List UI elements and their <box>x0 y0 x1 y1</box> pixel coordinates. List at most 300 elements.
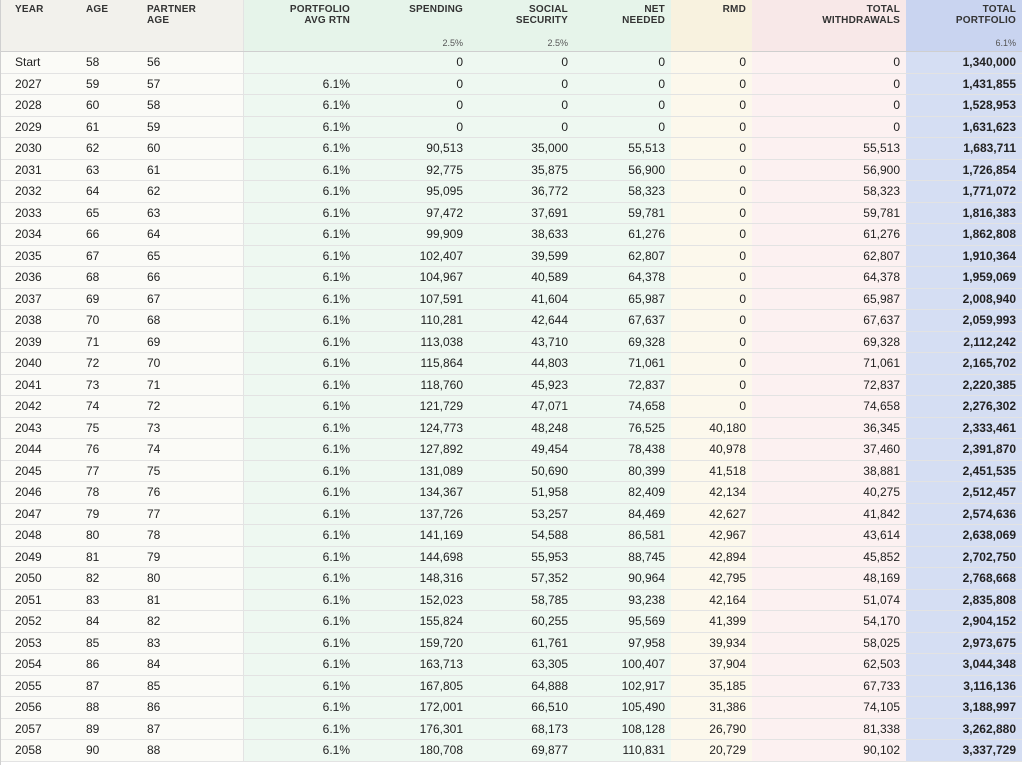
table-row <box>1 439 1022 461</box>
table-row <box>1 611 1022 633</box>
cell-rmd: 40,180 <box>671 417 752 439</box>
cell-year: 2051 <box>1 589 80 611</box>
cell-total-withdrawals: 0 <box>752 52 906 74</box>
cell-avg-rtn: 6.1% <box>243 460 356 482</box>
cell-rmd: 0 <box>671 288 752 310</box>
cell-year: 2034 <box>1 224 80 246</box>
table-row <box>1 331 1022 353</box>
column-header-label: AGE <box>147 15 170 26</box>
column-rate-age <box>80 34 141 52</box>
cell-age: 84 <box>80 611 141 633</box>
cell-total-withdrawals: 48,169 <box>752 568 906 590</box>
table-row <box>1 482 1022 504</box>
cell-social-security: 42,644 <box>469 310 574 332</box>
cell-net-needed: 95,569 <box>574 611 671 633</box>
cell-total-withdrawals: 51,074 <box>752 589 906 611</box>
cell-partner-age: 72 <box>141 396 243 418</box>
cell-total-portfolio: 1,862,808 <box>906 224 1022 246</box>
cell-total-portfolio: 3,337,729 <box>906 740 1022 762</box>
column-rate-avg-rtn <box>243 34 356 52</box>
cell-avg-rtn: 6.1% <box>243 396 356 418</box>
cell-total-withdrawals: 67,733 <box>752 675 906 697</box>
cell-net-needed: 67,637 <box>574 310 671 332</box>
cell-year: 2050 <box>1 568 80 590</box>
cell-total-portfolio: 1,726,854 <box>906 159 1022 181</box>
table-row <box>1 288 1022 310</box>
cell-spending: 167,805 <box>356 675 469 697</box>
column-header-rmd <box>671 0 752 34</box>
cell-avg-rtn: 6.1% <box>243 95 356 117</box>
column-rate-total-withdrawals <box>752 34 906 52</box>
table-row <box>1 159 1022 181</box>
cell-avg-rtn: 6.1% <box>243 267 356 289</box>
column-rate-spending: 2.5% <box>356 34 469 52</box>
cell-spending: 107,591 <box>356 288 469 310</box>
cell-year: 2029 <box>1 116 80 138</box>
cell-total-withdrawals: 65,987 <box>752 288 906 310</box>
cell-total-portfolio: 1,683,711 <box>906 138 1022 160</box>
cell-age: 67 <box>80 245 141 267</box>
cell-rmd: 0 <box>671 95 752 117</box>
cell-partner-age: 88 <box>141 740 243 762</box>
table-row <box>1 697 1022 719</box>
cell-net-needed: 102,917 <box>574 675 671 697</box>
cell-spending: 0 <box>356 95 469 117</box>
cell-avg-rtn: 6.1% <box>243 417 356 439</box>
cell-rmd: 31,386 <box>671 697 752 719</box>
cell-social-security: 35,000 <box>469 138 574 160</box>
column-header-label: SECURITY <box>515 15 568 26</box>
cell-rmd: 0 <box>671 245 752 267</box>
cell-age: 78 <box>80 482 141 504</box>
cell-partner-age: 78 <box>141 525 243 547</box>
cell-year: 2041 <box>1 374 80 396</box>
cell-spending: 148,316 <box>356 568 469 590</box>
column-header-label: RMD <box>722 4 746 15</box>
cell-avg-rtn: 6.1% <box>243 224 356 246</box>
cell-spending: 141,169 <box>356 525 469 547</box>
table-row <box>1 525 1022 547</box>
column-header-avg-rtn <box>243 0 356 34</box>
cell-age: 74 <box>80 396 141 418</box>
cell-net-needed: 64,378 <box>574 267 671 289</box>
cell-total-portfolio: 2,638,069 <box>906 525 1022 547</box>
table-body <box>1 52 1022 762</box>
cell-year: 2058 <box>1 740 80 762</box>
table-row <box>1 374 1022 396</box>
cell-net-needed: 69,328 <box>574 331 671 353</box>
cell-age: 59 <box>80 73 141 95</box>
cell-spending: 113,038 <box>356 331 469 353</box>
cell-partner-age: 87 <box>141 718 243 740</box>
cell-partner-age: 75 <box>141 460 243 482</box>
cell-rmd: 40,978 <box>671 439 752 461</box>
cell-age: 80 <box>80 525 141 547</box>
cell-rmd: 41,518 <box>671 460 752 482</box>
column-header-age <box>80 0 141 34</box>
cell-social-security: 43,710 <box>469 331 574 353</box>
cell-spending: 121,729 <box>356 396 469 418</box>
cell-partner-age: 67 <box>141 288 243 310</box>
cell-social-security: 39,599 <box>469 245 574 267</box>
cell-partner-age: 83 <box>141 632 243 654</box>
cell-partner-age: 76 <box>141 482 243 504</box>
cell-net-needed: 62,807 <box>574 245 671 267</box>
cell-total-portfolio: 3,188,997 <box>906 697 1022 719</box>
cell-total-portfolio: 1,340,000 <box>906 52 1022 74</box>
cell-spending: 95,095 <box>356 181 469 203</box>
cell-partner-age: 79 <box>141 546 243 568</box>
cell-total-withdrawals: 41,842 <box>752 503 906 525</box>
cell-partner-age: 65 <box>141 245 243 267</box>
cell-net-needed: 71,061 <box>574 353 671 375</box>
cell-spending: 155,824 <box>356 611 469 633</box>
column-header-total-portfolio <box>906 0 1022 34</box>
cell-total-withdrawals: 61,276 <box>752 224 906 246</box>
table-row <box>1 52 1022 74</box>
table-row <box>1 675 1022 697</box>
cell-spending: 0 <box>356 52 469 74</box>
cell-partner-age: 85 <box>141 675 243 697</box>
cell-spending: 99,909 <box>356 224 469 246</box>
column-header-total-withdrawals <box>752 0 906 34</box>
cell-total-portfolio: 2,702,750 <box>906 546 1022 568</box>
cell-social-security: 0 <box>469 95 574 117</box>
cell-partner-age: 84 <box>141 654 243 676</box>
column-header-partner-age <box>141 0 243 34</box>
cell-total-portfolio: 1,631,623 <box>906 116 1022 138</box>
cell-rmd: 26,790 <box>671 718 752 740</box>
cell-net-needed: 0 <box>574 52 671 74</box>
cell-social-security: 61,761 <box>469 632 574 654</box>
cell-avg-rtn: 6.1% <box>243 159 356 181</box>
cell-net-needed: 56,900 <box>574 159 671 181</box>
column-header-label: YEAR <box>15 4 44 15</box>
cell-rmd: 0 <box>671 267 752 289</box>
cell-spending: 134,367 <box>356 482 469 504</box>
cell-net-needed: 82,409 <box>574 482 671 504</box>
cell-rmd: 0 <box>671 73 752 95</box>
cell-social-security: 0 <box>469 52 574 74</box>
cell-partner-age: 56 <box>141 52 243 74</box>
cell-age: 71 <box>80 331 141 353</box>
table-row <box>1 654 1022 676</box>
cell-net-needed: 93,238 <box>574 589 671 611</box>
cell-partner-age: 86 <box>141 697 243 719</box>
column-header-label: TOTAL <box>866 4 900 15</box>
cell-partner-age: 58 <box>141 95 243 117</box>
cell-rmd: 37,904 <box>671 654 752 676</box>
cell-total-withdrawals: 71,061 <box>752 353 906 375</box>
cell-year: 2049 <box>1 546 80 568</box>
table-row <box>1 718 1022 740</box>
cell-age: 60 <box>80 95 141 117</box>
cell-net-needed: 0 <box>574 95 671 117</box>
cell-total-withdrawals: 0 <box>752 73 906 95</box>
cell-year: 2047 <box>1 503 80 525</box>
cell-partner-age: 74 <box>141 439 243 461</box>
cell-age: 70 <box>80 310 141 332</box>
cell-avg-rtn: 6.1% <box>243 632 356 654</box>
table-row <box>1 245 1022 267</box>
cell-spending: 159,720 <box>356 632 469 654</box>
cell-net-needed: 78,438 <box>574 439 671 461</box>
table-row <box>1 138 1022 160</box>
cell-age: 86 <box>80 654 141 676</box>
cell-spending: 97,472 <box>356 202 469 224</box>
cell-avg-rtn: 6.1% <box>243 202 356 224</box>
cell-total-withdrawals: 62,503 <box>752 654 906 676</box>
cell-year: 2035 <box>1 245 80 267</box>
cell-rmd: 39,934 <box>671 632 752 654</box>
cell-total-withdrawals: 69,328 <box>752 331 906 353</box>
cell-total-portfolio: 2,112,242 <box>906 331 1022 353</box>
table-row <box>1 73 1022 95</box>
cell-avg-rtn: 6.1% <box>243 310 356 332</box>
cell-year: 2043 <box>1 417 80 439</box>
cell-total-withdrawals: 58,025 <box>752 632 906 654</box>
cell-net-needed: 100,407 <box>574 654 671 676</box>
column-header-label: AGE <box>86 4 109 15</box>
cell-year: 2038 <box>1 310 80 332</box>
cell-avg-rtn: 6.1% <box>243 73 356 95</box>
cell-social-security: 53,257 <box>469 503 574 525</box>
column-header-year <box>1 0 80 34</box>
cell-age: 64 <box>80 181 141 203</box>
cell-rmd: 0 <box>671 310 752 332</box>
cell-age: 61 <box>80 116 141 138</box>
cell-spending: 124,773 <box>356 417 469 439</box>
cell-net-needed: 86,581 <box>574 525 671 547</box>
cell-total-withdrawals: 0 <box>752 116 906 138</box>
cell-total-withdrawals: 58,323 <box>752 181 906 203</box>
column-header-label: PORTFOLIO <box>955 15 1016 26</box>
table-row <box>1 116 1022 138</box>
cell-social-security: 37,691 <box>469 202 574 224</box>
cell-social-security: 64,888 <box>469 675 574 697</box>
cell-age: 62 <box>80 138 141 160</box>
cell-total-withdrawals: 67,637 <box>752 310 906 332</box>
cell-social-security: 40,589 <box>469 267 574 289</box>
cell-year: 2052 <box>1 611 80 633</box>
cell-year: Start <box>1 52 80 74</box>
cell-total-portfolio: 2,391,870 <box>906 439 1022 461</box>
cell-social-security: 57,352 <box>469 568 574 590</box>
cell-partner-age: 60 <box>141 138 243 160</box>
cell-age: 68 <box>80 267 141 289</box>
column-header-label: AVG RTN <box>304 15 350 26</box>
table-row <box>1 202 1022 224</box>
table-row <box>1 460 1022 482</box>
table-row <box>1 95 1022 117</box>
cell-avg-rtn <box>243 52 356 74</box>
cell-spending: 104,967 <box>356 267 469 289</box>
cell-avg-rtn: 6.1% <box>243 181 356 203</box>
header-labels-row <box>1 0 1022 34</box>
column-rate-partner-age <box>141 34 243 52</box>
cell-year: 2055 <box>1 675 80 697</box>
cell-partner-age: 81 <box>141 589 243 611</box>
cell-partner-age: 77 <box>141 503 243 525</box>
cell-net-needed: 0 <box>574 116 671 138</box>
cell-rmd: 42,795 <box>671 568 752 590</box>
cell-total-portfolio: 2,451,535 <box>906 460 1022 482</box>
cell-net-needed: 65,987 <box>574 288 671 310</box>
cell-rmd: 35,185 <box>671 675 752 697</box>
cell-total-withdrawals: 81,338 <box>752 718 906 740</box>
cell-spending: 172,001 <box>356 697 469 719</box>
table-row <box>1 310 1022 332</box>
cell-rmd: 42,894 <box>671 546 752 568</box>
cell-spending: 163,713 <box>356 654 469 676</box>
cell-rmd: 42,134 <box>671 482 752 504</box>
cell-rmd: 0 <box>671 202 752 224</box>
cell-social-security: 50,690 <box>469 460 574 482</box>
column-rate-rmd <box>671 34 752 52</box>
cell-age: 85 <box>80 632 141 654</box>
cell-spending: 137,726 <box>356 503 469 525</box>
column-rate-total-portfolio: 6.1% <box>906 34 1022 52</box>
cell-year: 2044 <box>1 439 80 461</box>
cell-year: 2033 <box>1 202 80 224</box>
cell-net-needed: 80,399 <box>574 460 671 482</box>
table-row <box>1 740 1022 762</box>
column-rate-social-security: 2.5% <box>469 34 574 52</box>
cell-age: 75 <box>80 417 141 439</box>
cell-avg-rtn: 6.1% <box>243 245 356 267</box>
cell-spending: 0 <box>356 73 469 95</box>
cell-net-needed: 0 <box>574 73 671 95</box>
cell-partner-age: 61 <box>141 159 243 181</box>
cell-social-security: 0 <box>469 73 574 95</box>
cell-rmd: 41,399 <box>671 611 752 633</box>
cell-total-withdrawals: 74,658 <box>752 396 906 418</box>
cell-year: 2057 <box>1 718 80 740</box>
cell-year: 2031 <box>1 159 80 181</box>
cell-partner-age: 82 <box>141 611 243 633</box>
cell-avg-rtn: 6.1% <box>243 503 356 525</box>
cell-avg-rtn: 6.1% <box>243 654 356 676</box>
cell-avg-rtn: 6.1% <box>243 568 356 590</box>
cell-partner-age: 62 <box>141 181 243 203</box>
cell-total-portfolio: 2,220,385 <box>906 374 1022 396</box>
cell-total-withdrawals: 40,275 <box>752 482 906 504</box>
cell-total-withdrawals: 90,102 <box>752 740 906 762</box>
cell-avg-rtn: 6.1% <box>243 589 356 611</box>
cell-year: 2036 <box>1 267 80 289</box>
cell-total-portfolio: 2,512,457 <box>906 482 1022 504</box>
table-row <box>1 181 1022 203</box>
column-rate-net-needed <box>574 34 671 52</box>
cell-avg-rtn: 6.1% <box>243 288 356 310</box>
cell-total-portfolio: 2,059,993 <box>906 310 1022 332</box>
cell-year: 2046 <box>1 482 80 504</box>
cell-partner-age: 57 <box>141 73 243 95</box>
cell-spending: 176,301 <box>356 718 469 740</box>
cell-partner-age: 71 <box>141 374 243 396</box>
cell-social-security: 0 <box>469 116 574 138</box>
cell-net-needed: 61,276 <box>574 224 671 246</box>
cell-rmd: 42,164 <box>671 589 752 611</box>
cell-total-portfolio: 1,910,364 <box>906 245 1022 267</box>
table-row <box>1 224 1022 246</box>
column-header-label: NET <box>644 4 665 15</box>
cell-net-needed: 88,745 <box>574 546 671 568</box>
cell-social-security: 55,953 <box>469 546 574 568</box>
cell-total-portfolio: 3,262,880 <box>906 718 1022 740</box>
cell-social-security: 68,173 <box>469 718 574 740</box>
cell-age: 73 <box>80 374 141 396</box>
cell-net-needed: 74,658 <box>574 396 671 418</box>
column-rate-year <box>1 34 80 52</box>
cell-avg-rtn: 6.1% <box>243 353 356 375</box>
column-header-label: SOCIAL <box>529 4 568 15</box>
cell-avg-rtn: 6.1% <box>243 525 356 547</box>
cell-net-needed: 58,323 <box>574 181 671 203</box>
cell-year: 2037 <box>1 288 80 310</box>
cell-total-withdrawals: 36,345 <box>752 417 906 439</box>
cell-total-withdrawals: 54,170 <box>752 611 906 633</box>
column-header-label: SPENDING <box>409 4 463 15</box>
cell-total-withdrawals: 59,781 <box>752 202 906 224</box>
cell-age: 72 <box>80 353 141 375</box>
cell-avg-rtn: 6.1% <box>243 675 356 697</box>
cell-year: 2048 <box>1 525 80 547</box>
cell-net-needed: 55,513 <box>574 138 671 160</box>
cell-net-needed: 76,525 <box>574 417 671 439</box>
cell-total-withdrawals: 0 <box>752 95 906 117</box>
column-header-label: NEEDED <box>622 15 665 26</box>
cell-total-withdrawals: 56,900 <box>752 159 906 181</box>
cell-rmd: 0 <box>671 159 752 181</box>
cell-year: 2056 <box>1 697 80 719</box>
cell-spending: 152,023 <box>356 589 469 611</box>
cell-avg-rtn: 6.1% <box>243 116 356 138</box>
cell-year: 2054 <box>1 654 80 676</box>
cell-social-security: 51,958 <box>469 482 574 504</box>
cell-total-portfolio: 3,116,136 <box>906 675 1022 697</box>
cell-year: 2032 <box>1 181 80 203</box>
retirement-projection-table <box>1 0 1022 762</box>
cell-net-needed: 72,837 <box>574 374 671 396</box>
cell-rmd: 0 <box>671 224 752 246</box>
cell-net-needed: 90,964 <box>574 568 671 590</box>
cell-age: 77 <box>80 460 141 482</box>
table-row <box>1 546 1022 568</box>
cell-net-needed: 84,469 <box>574 503 671 525</box>
cell-spending: 118,760 <box>356 374 469 396</box>
cell-total-portfolio: 2,973,675 <box>906 632 1022 654</box>
cell-partner-age: 70 <box>141 353 243 375</box>
cell-rmd: 42,967 <box>671 525 752 547</box>
cell-total-portfolio: 2,835,808 <box>906 589 1022 611</box>
cell-spending: 90,513 <box>356 138 469 160</box>
cell-age: 87 <box>80 675 141 697</box>
cell-total-portfolio: 1,771,072 <box>906 181 1022 203</box>
cell-rmd: 0 <box>671 353 752 375</box>
cell-social-security: 63,305 <box>469 654 574 676</box>
cell-total-portfolio: 3,044,348 <box>906 654 1022 676</box>
cell-total-portfolio: 1,959,069 <box>906 267 1022 289</box>
cell-age: 63 <box>80 159 141 181</box>
cell-partner-age: 68 <box>141 310 243 332</box>
cell-rmd: 42,627 <box>671 503 752 525</box>
column-header-label: PARTNER <box>147 4 196 15</box>
cell-social-security: 58,785 <box>469 589 574 611</box>
cell-avg-rtn: 6.1% <box>243 482 356 504</box>
cell-year: 2042 <box>1 396 80 418</box>
cell-social-security: 41,604 <box>469 288 574 310</box>
